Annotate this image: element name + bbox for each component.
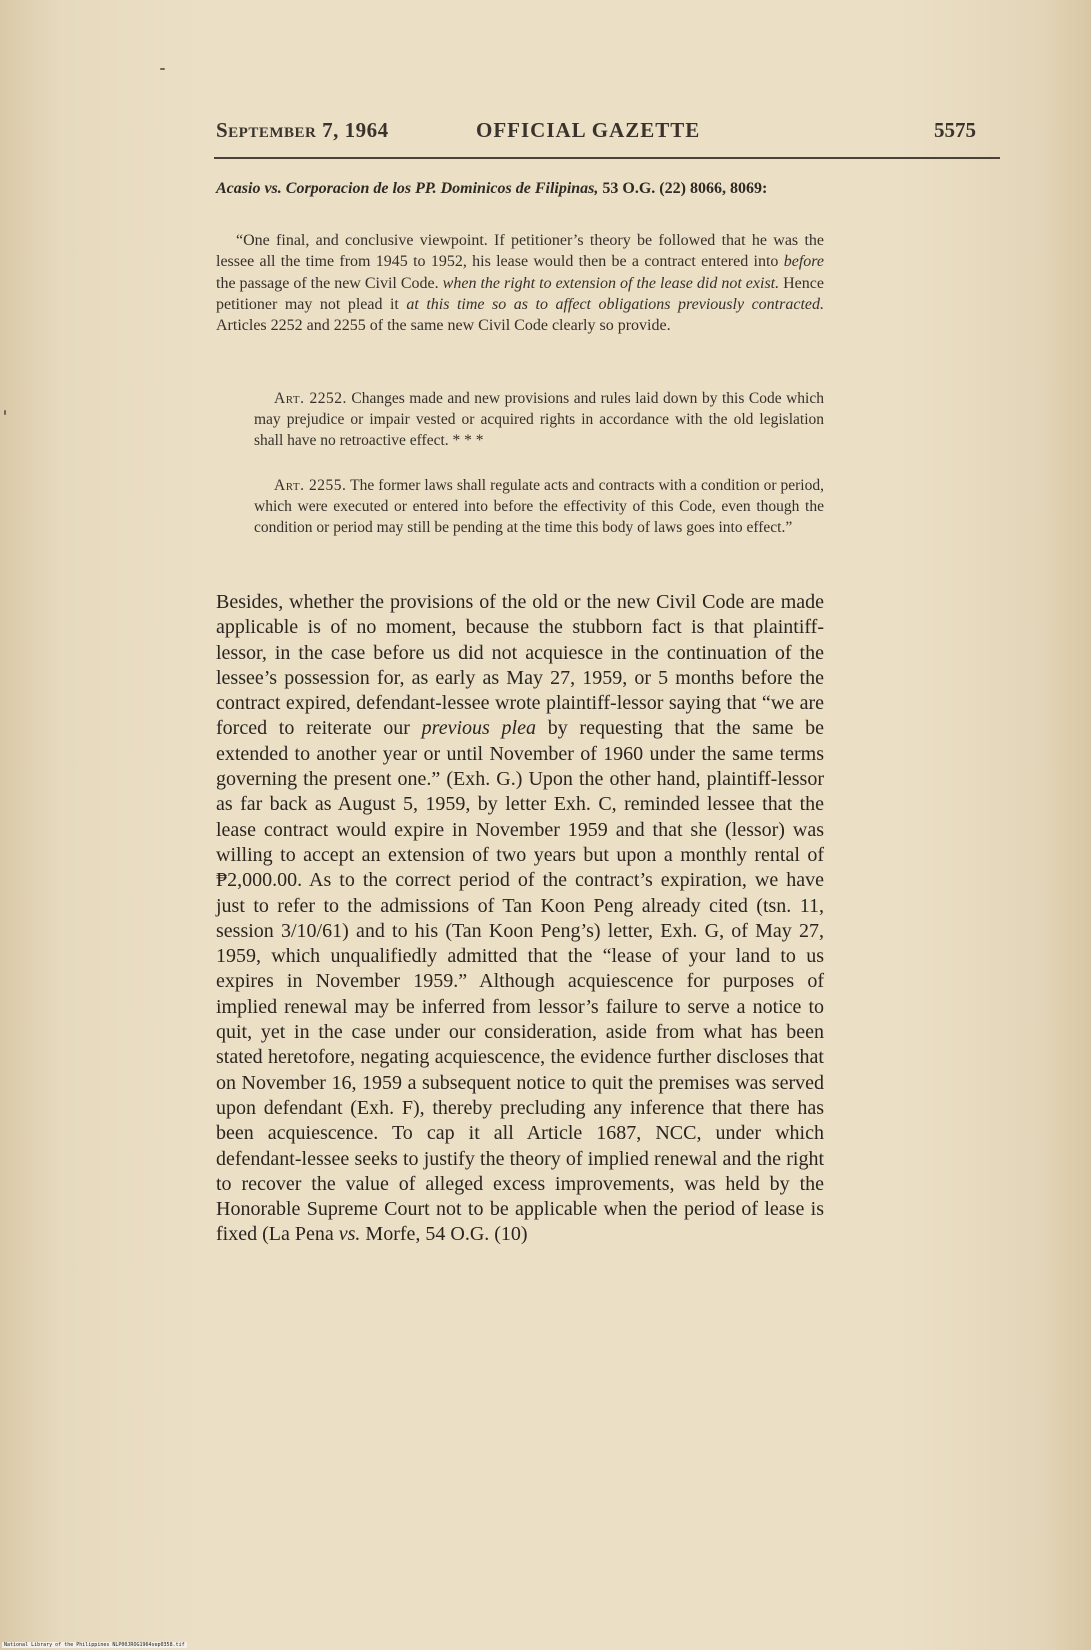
body-text: by requesting that the same be extended to another year or until November of 1960 under the same terms governing the present one.” (Exh. G.) Upon the other hand, plaintiff-lessor as far back as August 5, 1959, by letter Exh. C, reminded lessee that the lease contract would expire in November 1959 and that she (lessor) was willing to accept an extension of two years but upon a monthly rental of ₱2,000.00. As to the correct period of the contract’s expiration, we have just to refer to the admissions of Tan Koon Peng already cited (tsn. 11, session 3/10/61) and to his (Tan Koon Peng’s) letter, Exh. G, of May 27, 1959, which unqualifiedly admitted that the “lease of your land to us expires in November 1959.” Although acquiescence for purposes of implied renewal may be inferred from lessor’s failure to serve a notice to quit, yet in the case under our consideration, aside from what has been stated heretofore, negating acquiescence, the evidence further discloses that on November 16, 1959 a subsequent notice to quit the premises was served upon defendant (Exh. F), thereby precluding any inference that there has been acquiescence. To cap it all Article 1687, NCC, under which defendant-lessee seeks to justify the theory of implied renewal and the right to recover the value of alleged excess improvements, was held by the Honorable Supreme Court not to be applicable when the period of lease is fixed (La Pena [216,717,824,1246]
quote-emphasis: before [783,253,824,271]
paper-speck [4,410,6,415]
body-text: Morfe, 54 O.G. (10) [360,1223,528,1246]
quote-text: Articles 2252 and 2255 of the same new Civil Code clearly so provide. [216,317,671,335]
quote-emphasis: when the right to extension of the lease did not exist. [442,274,780,292]
article-paragraph [254,475,824,538]
citation-reference: 53 O.G. (22) 8066, 8069: [602,180,768,197]
article-label: Art. 2252. [274,390,347,407]
quote-text: “One final, and conclusive viewpoint. If petitioner’s theory be followed that he was the lessee all the time from 1945 to 1952, his lease would then be a contract entered into [216,232,824,271]
article-paragraph [254,388,824,451]
quote-text: Hence petitioner may not plead it [216,274,824,313]
body-emphasis: previous plea [421,717,536,740]
scan-footer: National Library of the Philippines NLP00JROG1964sep0358.tif [4,1642,185,1648]
body-emphasis: vs. [338,1223,361,1246]
body-paragraph [216,590,824,1248]
paper-speck [160,68,165,70]
quote-paragraph [216,230,824,336]
article-text: Changes made and new provisions and rules laid down by this Code which may prejudice or impair vested or acquired rights in accordance with the old legislation shall have no retroactive effect. * * * [254,390,824,449]
main-body-text [216,590,824,1248]
citation-case-name: Acasio vs. Corporacion de los PP. Dominicos de Filipinas, [216,180,599,197]
article-2255 [254,475,824,538]
page-header [216,118,976,152]
header-title: OFFICIAL GAZETTE [476,118,701,142]
article-2252 [254,388,824,451]
header-date: September 7, 1964 [216,118,389,142]
article-text: The former laws shall regulate acts and contracts with a condition or period, which were executed or entered into before the effectivity of this Code, even though the condition or period may still be pending at the time this body of laws goes into effect.” [254,477,824,536]
quote-emphasis: at this time so as to affect obligations previously contracted. [406,295,825,313]
quote-text: the passage of the new Civil Code. [216,274,443,292]
quoted-passage [216,230,824,336]
body-text: Besides, whether the provisions of the old or the new Civil Code are made applicable is of no moment, because the stubborn fact is that plaintiff-lessor, in the case before us did not acquiesce in the continuation of the lessee’s possession for, as early as May 27, 1959, or 5 months before the contract expired, defendant-lessee wrote plaintiff-lessor saying that “we are forced to reiterate our [216,591,824,740]
header-page-number: 5575 [934,118,976,142]
case-citation [216,178,824,199]
article-label: Art. 2255. [274,477,347,494]
header-rule [214,157,1000,159]
